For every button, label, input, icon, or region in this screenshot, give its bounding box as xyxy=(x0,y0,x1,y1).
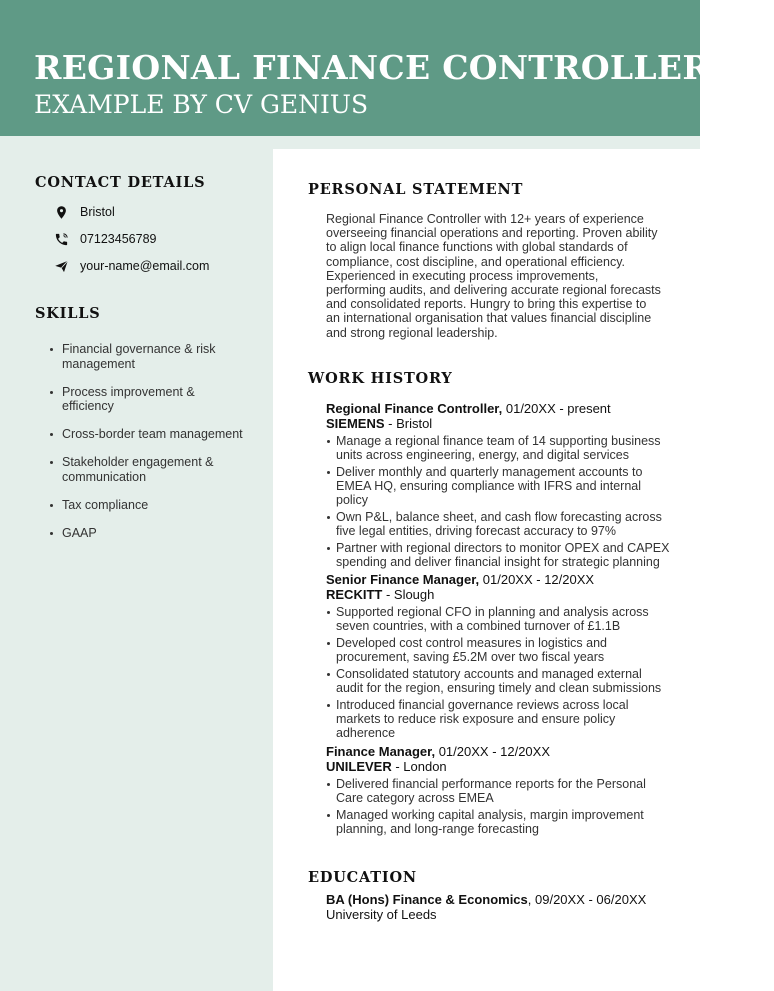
job-bullet: Supported regional CFO in planning and analysis across seven countries, with a combined turnover of £1.1B xyxy=(326,605,671,633)
job-entry xyxy=(326,744,671,836)
cv-subtitle: EXAMPLE BY CV GENIUS xyxy=(34,90,369,119)
job-company: SIEMENS xyxy=(326,416,385,431)
job-company: UNILEVER xyxy=(326,759,392,774)
phone-icon xyxy=(52,231,70,247)
education-heading: EDUCATION xyxy=(308,869,417,886)
job-bullet: Partner with regional directors to monitor OPEX and CAPEX spending and deliver financial insight for strategic planning xyxy=(326,541,671,569)
contact-location-text: Bristol xyxy=(80,205,115,219)
job-bullet: Manage a regional finance team of 14 supporting business units across engineering, energy, and digital services xyxy=(326,434,671,462)
location-pin-icon xyxy=(52,204,70,220)
contact-email xyxy=(52,258,209,274)
job-bullet: Introduced financial governance reviews across local markets to reduce risk exposure and ensure policy adherence xyxy=(326,698,671,741)
cv-title: REGIONAL FINANCE CONTROLLER CV xyxy=(34,48,774,87)
job-role: Regional Finance Controller, xyxy=(326,401,503,416)
skills-heading: SKILLS xyxy=(35,305,101,322)
job-bullet: Managed working capital analysis, margin improvement planning, and long-range forecasting xyxy=(326,808,671,836)
job-bullets xyxy=(326,777,671,836)
job-bullet: Own P&L, balance sheet, and cash flow forecasting across five legal entities, driving forecast accuracy to 97% xyxy=(326,510,671,538)
job-role: Senior Finance Manager, xyxy=(326,572,480,587)
job-location: - Bristol xyxy=(384,416,433,431)
job-entry xyxy=(326,401,671,569)
send-icon xyxy=(52,258,70,274)
job-bullet: Deliver monthly and quarterly management accounts to EMEA HQ, ensuring compliance with IFRS and internal policy xyxy=(326,465,671,508)
job-location: - London xyxy=(391,759,447,774)
contact-phone-text: 07123456789 xyxy=(80,232,157,246)
contact-email-text: your-name@email.com xyxy=(80,259,210,273)
personal-statement-text: Regional Finance Controller with 12+ years of experience overseeing financial operations and reporting. Proven ability to align local finance functions with global standards of compliance, cost discipline, and operational efficiency. Experienced in executing process improvements, performing audits, and delivering accurate regional forecasts and consolidated reports. Hungry to bring this expertise to an international organisation that values financial discipline and strong regional leadership. xyxy=(326,212,661,340)
job-location: - Slough xyxy=(382,587,435,602)
skills-list xyxy=(48,342,248,554)
contact-details-heading: CONTACT DETAILS xyxy=(35,174,206,191)
job-dates: 01/20XX - 12/20XX xyxy=(479,572,595,587)
job-bullet: Delivered financial performance reports for the Personal Care category across EMEA xyxy=(326,777,671,805)
job-bullet: Developed cost control measures in logistics and procurement, saving £5.2M over two fiscal years xyxy=(326,636,671,664)
job-dates: 01/20XX - 12/20XX xyxy=(435,744,551,759)
skill-item: Financial governance & risk management xyxy=(48,342,248,371)
header-banner xyxy=(0,0,774,136)
education-dates: , 09/20XX - 06/20XX xyxy=(527,892,647,907)
skill-item: Cross-border team management xyxy=(48,427,248,442)
skill-item: Process improvement & efficiency xyxy=(48,385,248,414)
job-entry xyxy=(326,572,671,740)
skill-item: GAAP xyxy=(48,526,248,541)
job-role: Finance Manager, xyxy=(326,744,436,759)
contact-location xyxy=(52,204,115,220)
education-entry xyxy=(326,892,671,922)
top-band xyxy=(273,136,700,149)
job-bullets xyxy=(326,605,671,741)
contact-phone xyxy=(52,231,156,247)
education-degree: BA (Hons) Finance & Economics xyxy=(326,892,528,907)
job-bullet: Consolidated statutory accounts and managed external audit for the region, ensuring timely and clean submissions xyxy=(326,667,671,695)
work-history-heading: WORK HISTORY xyxy=(308,370,453,387)
job-company: RECKITT xyxy=(326,587,383,602)
job-dates: 01/20XX - present xyxy=(502,401,611,416)
job-bullets xyxy=(326,434,671,570)
education-school: University of Leeds xyxy=(326,907,437,922)
skill-item: Stakeholder engagement & communication xyxy=(48,455,248,484)
skill-item: Tax compliance xyxy=(48,498,248,513)
personal-statement-heading: PERSONAL STATEMENT xyxy=(308,181,524,198)
